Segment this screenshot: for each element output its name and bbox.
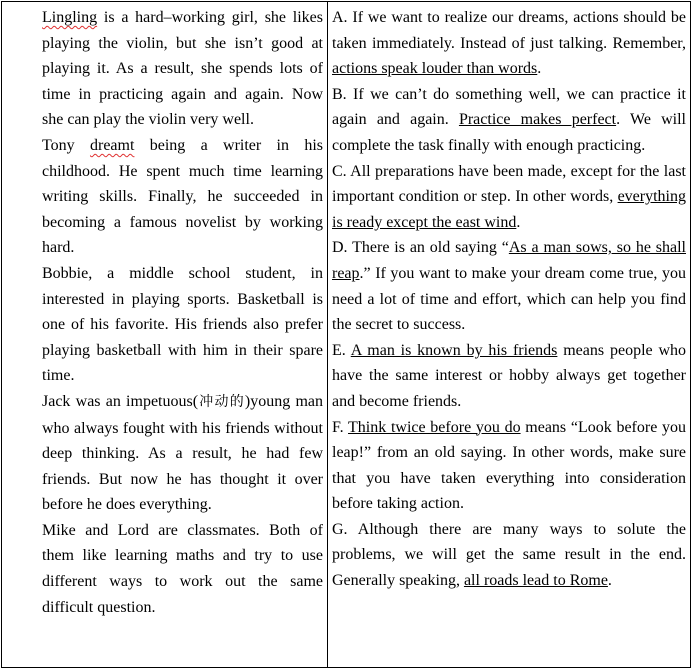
text-run: .” If you want to make your dream come true, you need a lot of time and effort, which can help you find the secret to success. — [332, 264, 686, 334]
text-run: . — [537, 60, 542, 78]
table-row — [2, 2, 691, 668]
option-item — [332, 82, 686, 159]
underlined-phrase: Think twice before you do — [348, 418, 521, 436]
underlined-phrase: A man is known by his friends — [350, 341, 558, 359]
text-run: means people who have the same interest or hobby always get together and become friends. — [332, 341, 687, 410]
text-run: D. There is an old saying “ — [332, 239, 509, 257]
option-item — [332, 517, 686, 594]
question-item — [6, 518, 323, 620]
text-run: . We will complete the task finally with enough practicing. — [332, 111, 686, 154]
text-run: )young man who always fought with his friends without deep thinking. As a result, he had few friends. But now he has thought it over before he does everything. — [42, 392, 324, 514]
spellcheck-word: Lingling — [42, 9, 98, 26]
text-run: being a writer in his childhood. He spent much time learning writing skills. Finally, he succeeded in becoming a famous novelist by working hard. — [42, 136, 324, 257]
chinese-gloss: 冲动的 — [198, 393, 245, 410]
text-run: Mike and Lord are classmates. Both of them like learning maths and try to use different ways to work out the same difficult question. — [42, 521, 323, 616]
text-run: . — [607, 572, 612, 590]
underlined-phrase: everything is ready except the east wind — [332, 188, 686, 231]
option-item — [332, 159, 686, 236]
question-item — [6, 133, 323, 261]
text-run: is a hard–working girl, she likes playing the violin, but she isn’t good at playing it. As a result, she spends lots of time in practicing again and again. Now she can play the violin very well. — [42, 9, 323, 129]
text-run: A. If we want to realize our dreams, actions should be taken immediately. Instead of just talking. Remember, — [332, 9, 686, 52]
option-list — [332, 5, 686, 594]
text-run: . — [516, 213, 521, 231]
spellcheck-word: dreamt — [89, 136, 135, 154]
text-run: B. If we can’t do something well, we can practice it again and again. — [332, 85, 686, 129]
option-item — [332, 415, 686, 517]
option-item — [332, 5, 686, 82]
text-run: G. Although there are many ways to solute the problems, we will get the same result in the end. Generally speaking, — [332, 520, 686, 590]
text-run: F. — [332, 418, 349, 436]
text-run: E. — [332, 341, 351, 359]
text-run: Tony — [42, 136, 90, 154]
option-item — [332, 235, 686, 337]
matching-table — [1, 1, 691, 668]
text-run: C. All preparations have been made, except for the last important condition or step. In other words, — [332, 162, 686, 206]
text-run: means “Look before you leap!” from an old saying. In other words, make sure that you have taken everything into consideration before taking action. — [332, 418, 686, 513]
options-column — [328, 2, 691, 668]
underlined-phrase: As a man sows, so he shall reap — [332, 239, 687, 282]
underlined-phrase: all roads lead to Rome — [463, 572, 608, 590]
question-item — [6, 5, 323, 133]
question-list — [6, 5, 323, 620]
text-run: Bobbie, a middle school student, in interested in playing sports. Basketball is one of his favorite. His friends also prefer playing basketball with him in their spare time. — [42, 264, 323, 385]
question-item — [6, 261, 323, 389]
questions-column — [2, 2, 328, 668]
option-item — [332, 338, 686, 415]
text-run: Jack was an impetuous( — [42, 392, 199, 410]
question-item — [6, 389, 323, 518]
underlined-phrase: actions speak louder than words — [332, 60, 538, 78]
underlined-phrase: Practice makes perfect — [458, 111, 617, 129]
